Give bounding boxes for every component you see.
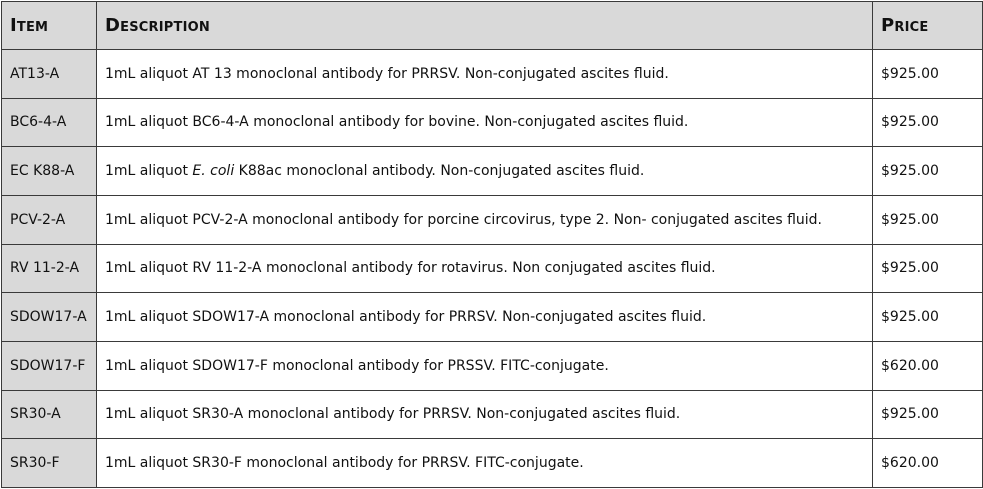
table-row	[2, 244, 983, 293]
item-code: BC6-4-A	[2, 98, 97, 147]
header-row	[2, 2, 983, 50]
item-description: 1mL aliquot E. coli K88ac monoclonal antibody. Non-conjugated ascites fluid.	[97, 147, 873, 196]
item-description: 1mL aliquot BC6-4-A monoclonal antibody for bovine. Non-conjugated ascites fluid.	[97, 98, 873, 147]
column-header-description: Description	[97, 2, 873, 50]
table-row	[2, 147, 983, 196]
table-row	[2, 293, 983, 342]
item-price: $925.00	[873, 195, 983, 244]
column-header-item: Item	[2, 2, 97, 50]
item-description: 1mL aliquot SDOW17-A monoclonal antibody for PRRSV. Non-conjugated ascites fluid.	[97, 293, 873, 342]
item-price: $620.00	[873, 439, 983, 488]
item-description: 1mL aliquot RV 11-2-A monoclonal antibody for rotavirus. Non conjugated ascites fluid.	[97, 244, 873, 293]
item-code: RV 11-2-A	[2, 244, 97, 293]
table-row	[2, 390, 983, 439]
table-row	[2, 50, 983, 99]
item-code: SR30-A	[2, 390, 97, 439]
table-row	[2, 341, 983, 390]
table-row	[2, 98, 983, 147]
item-code: AT13-A	[2, 50, 97, 99]
item-price: $925.00	[873, 293, 983, 342]
table-row	[2, 439, 983, 488]
item-code: SDOW17-A	[2, 293, 97, 342]
item-description: 1mL aliquot AT 13 monoclonal antibody for PRRSV. Non-conjugated ascites fluid.	[97, 50, 873, 99]
item-description: 1mL aliquot SR30-F monoclonal antibody for PRRSV. FITC-conjugate.	[97, 439, 873, 488]
item-code: SR30-F	[2, 439, 97, 488]
item-description: 1mL aliquot SDOW17-F monoclonal antibody for PRSSV. FITC-conjugate.	[97, 341, 873, 390]
item-price: $925.00	[873, 147, 983, 196]
column-header-price: Price	[873, 2, 983, 50]
item-code: SDOW17-F	[2, 341, 97, 390]
item-description: 1mL aliquot PCV-2-A monoclonal antibody for porcine circovirus, type 2. Non- conjugated ascites fluid.	[97, 195, 873, 244]
product-price-table	[1, 1, 983, 488]
item-price: $925.00	[873, 244, 983, 293]
item-price: $925.00	[873, 98, 983, 147]
item-description: 1mL aliquot SR30-A monoclonal antibody for PRRSV. Non-conjugated ascites fluid.	[97, 390, 873, 439]
item-code: EC K88-A	[2, 147, 97, 196]
item-price: $620.00	[873, 341, 983, 390]
item-price: $925.00	[873, 390, 983, 439]
item-code: PCV-2-A	[2, 195, 97, 244]
table-row	[2, 195, 983, 244]
item-price: $925.00	[873, 50, 983, 99]
